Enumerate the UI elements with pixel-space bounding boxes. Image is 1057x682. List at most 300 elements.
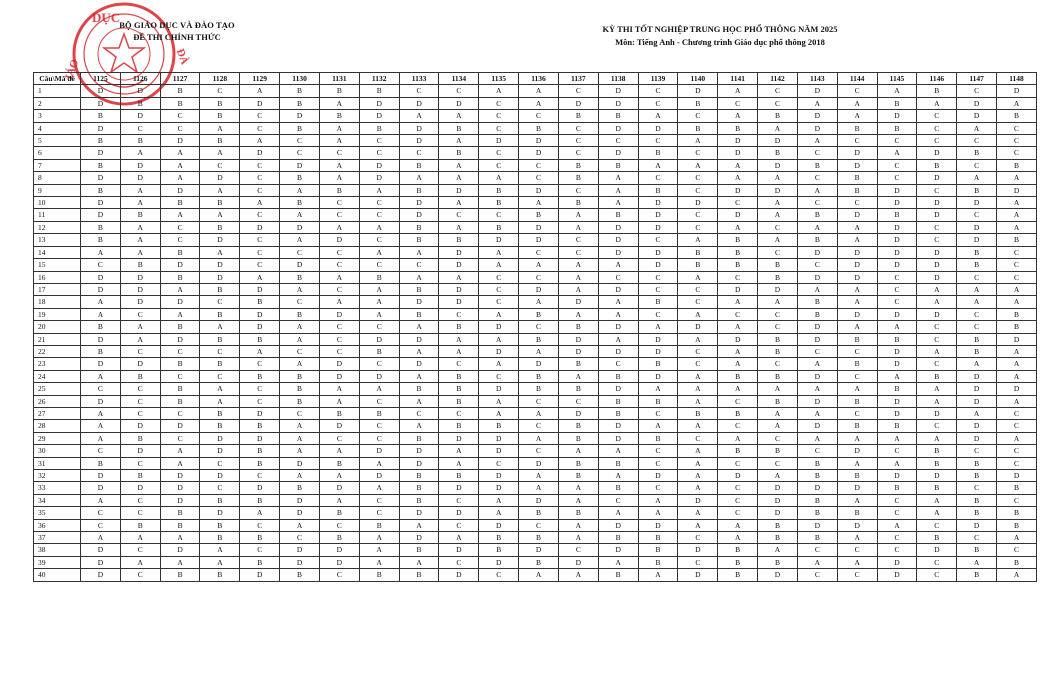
answer-cell: B	[877, 122, 917, 134]
answer-cell: A	[758, 407, 798, 419]
answer-cell: B	[837, 507, 877, 519]
question-number: 28	[34, 420, 81, 432]
answer-cell: C	[917, 184, 957, 196]
answer-cell: B	[997, 507, 1037, 519]
answer-cell: D	[598, 147, 638, 159]
answer-cell: C	[359, 259, 399, 271]
answer-cell: A	[678, 482, 718, 494]
answer-cell: A	[81, 308, 121, 320]
answer-cell: A	[718, 159, 758, 171]
answer-cell: D	[200, 234, 240, 246]
answer-cell: D	[81, 556, 121, 568]
answer-cell: A	[678, 135, 718, 147]
answer-cell: C	[399, 407, 439, 419]
table-row	[34, 308, 1037, 320]
answer-cell: B	[758, 271, 798, 283]
answer-cell: B	[718, 234, 758, 246]
answer-cell: A	[797, 221, 837, 233]
answer-cell: C	[479, 271, 519, 283]
answer-cell: C	[957, 135, 997, 147]
answer-cell: A	[558, 532, 598, 544]
answer-cell: A	[399, 321, 439, 333]
answer-cell: D	[718, 184, 758, 196]
answer-cell: D	[240, 97, 280, 109]
answer-cell: D	[797, 519, 837, 531]
answer-cell: C	[399, 259, 439, 271]
question-number: 1	[34, 85, 81, 97]
answer-cell: D	[81, 197, 121, 209]
answer-cell: A	[598, 172, 638, 184]
answer-cell: D	[439, 184, 479, 196]
answer-cell: B	[280, 308, 320, 320]
answer-cell: B	[638, 556, 678, 568]
answer-cell: A	[837, 234, 877, 246]
answer-cell: A	[359, 221, 399, 233]
answer-cell: D	[240, 407, 280, 419]
table-row	[34, 494, 1037, 506]
answer-cell: A	[837, 383, 877, 395]
answer-cell: A	[240, 135, 280, 147]
answer-cell: A	[439, 532, 479, 544]
answer-cell: D	[758, 159, 798, 171]
answer-cell: D	[678, 85, 718, 97]
answer-cell: D	[917, 308, 957, 320]
answer-cell: B	[957, 147, 997, 159]
answer-cell: B	[240, 370, 280, 382]
answer-cell: D	[439, 507, 479, 519]
answer-cell: D	[439, 432, 479, 444]
answer-cell: A	[399, 246, 439, 258]
exam-code-header: 1132	[359, 73, 399, 85]
answer-cell: B	[280, 569, 320, 581]
answer-cell: D	[917, 544, 957, 556]
answer-cell: A	[957, 172, 997, 184]
answer-cell: D	[519, 544, 559, 556]
exam-code-header: 1144	[837, 73, 877, 85]
answer-cell: D	[81, 209, 121, 221]
answer-cell: A	[280, 283, 320, 295]
answer-cell: D	[120, 358, 160, 370]
answer-cell: C	[837, 345, 877, 357]
answer-cell: C	[479, 296, 519, 308]
answer-cell: D	[359, 445, 399, 457]
answer-cell: B	[877, 383, 917, 395]
answer-cell: D	[758, 184, 798, 196]
answer-cell: D	[399, 532, 439, 544]
answer-cell: C	[439, 494, 479, 506]
answer-cell: A	[439, 159, 479, 171]
answer-cell: A	[837, 532, 877, 544]
answer-cell: A	[837, 296, 877, 308]
answer-cell: D	[917, 259, 957, 271]
answer-cell: D	[598, 85, 638, 97]
question-number: 13	[34, 234, 81, 246]
answer-cell: B	[678, 246, 718, 258]
answer-cell: B	[718, 259, 758, 271]
answer-cell: D	[598, 383, 638, 395]
answer-cell: B	[758, 395, 798, 407]
answer-cell: C	[997, 445, 1037, 457]
answer-cell: D	[598, 246, 638, 258]
answer-cell: B	[280, 197, 320, 209]
answer-cell: C	[240, 209, 280, 221]
answer-cell: A	[558, 283, 598, 295]
answer-cell: D	[638, 259, 678, 271]
answer-cell: B	[997, 110, 1037, 122]
answer-cell: A	[718, 172, 758, 184]
answer-cell: C	[558, 184, 598, 196]
answer-cell: A	[957, 407, 997, 419]
answer-cell: B	[399, 569, 439, 581]
answer-cell: D	[479, 321, 519, 333]
answer-cell: A	[439, 172, 479, 184]
answer-cell: B	[200, 569, 240, 581]
answer-cell: D	[917, 246, 957, 258]
answer-cell: C	[120, 308, 160, 320]
answer-cell: A	[439, 445, 479, 457]
answer-cell: C	[718, 308, 758, 320]
answer-cell: D	[160, 494, 200, 506]
answer-cell: A	[120, 246, 160, 258]
answer-cell: D	[758, 283, 798, 295]
answer-cell: D	[638, 519, 678, 531]
answer-cell: B	[957, 333, 997, 345]
question-number: 23	[34, 358, 81, 370]
answer-cell: D	[558, 407, 598, 419]
answer-cell: D	[877, 197, 917, 209]
answer-cell: D	[439, 569, 479, 581]
answer-cell: A	[837, 494, 877, 506]
answer-cell: D	[678, 569, 718, 581]
answer-cell: C	[718, 420, 758, 432]
answer-cell: B	[598, 370, 638, 382]
exam-subject: Môn: Tiếng Anh - Chương trình Giáo dục phổ thông 2018	[615, 37, 825, 47]
answer-cell: B	[319, 507, 359, 519]
table-row	[34, 345, 1037, 357]
answer-cell: B	[598, 482, 638, 494]
table-row	[34, 556, 1037, 568]
answer-cell: C	[519, 246, 559, 258]
answer-cell: B	[399, 494, 439, 506]
answer-cell: D	[837, 209, 877, 221]
answer-cell: D	[877, 345, 917, 357]
answer-cell: C	[359, 234, 399, 246]
exam-code-header: 1143	[797, 73, 837, 85]
answer-cell: B	[877, 482, 917, 494]
answer-cell: B	[200, 308, 240, 320]
answer-cell: C	[359, 395, 399, 407]
issuer-header	[112, 20, 242, 42]
answer-cell: B	[439, 420, 479, 432]
answer-cell: A	[877, 457, 917, 469]
answer-cell: B	[519, 308, 559, 320]
answer-cell: D	[519, 494, 559, 506]
answer-cell: A	[997, 221, 1037, 233]
answer-cell: B	[758, 110, 798, 122]
answer-cell: A	[240, 507, 280, 519]
answer-cell: A	[519, 197, 559, 209]
answer-cell: B	[797, 234, 837, 246]
answer-cell: C	[837, 135, 877, 147]
answer-cell: B	[997, 556, 1037, 568]
answer-cell: D	[399, 122, 439, 134]
answer-cell: A	[558, 209, 598, 221]
answer-cell: A	[837, 321, 877, 333]
answer-cell: D	[917, 407, 957, 419]
answer-cell: A	[319, 221, 359, 233]
answer-cell: B	[997, 234, 1037, 246]
answer-cell: A	[797, 358, 837, 370]
answer-cell: B	[957, 246, 997, 258]
answer-cell: A	[319, 445, 359, 457]
answer-cell: C	[957, 445, 997, 457]
answer-cell: B	[758, 519, 798, 531]
answer-cell: C	[439, 407, 479, 419]
answer-cell: D	[319, 308, 359, 320]
answer-cell: A	[678, 445, 718, 457]
answer-cell: D	[718, 283, 758, 295]
answer-cell: B	[319, 85, 359, 97]
answer-cell: A	[319, 172, 359, 184]
table-row	[34, 221, 1037, 233]
answer-cell: D	[877, 395, 917, 407]
answer-cell: D	[439, 296, 479, 308]
answer-cell: D	[997, 184, 1037, 196]
answer-cell: D	[200, 259, 240, 271]
answer-cell: A	[160, 159, 200, 171]
answer-cell: D	[519, 135, 559, 147]
answer-cell: D	[120, 159, 160, 171]
answer-cell: D	[718, 470, 758, 482]
answer-cell: A	[359, 556, 399, 568]
table-row	[34, 172, 1037, 184]
answer-cell: D	[120, 482, 160, 494]
answer-cell: B	[917, 457, 957, 469]
answer-cell: D	[957, 197, 997, 209]
question-number: 8	[34, 172, 81, 184]
answer-cell: C	[439, 209, 479, 221]
answer-cell: A	[638, 494, 678, 506]
answer-cell: A	[359, 383, 399, 395]
answer-cell: A	[957, 358, 997, 370]
answer-cell: D	[81, 395, 121, 407]
answer-cell: D	[160, 259, 200, 271]
answer-cell: B	[81, 135, 121, 147]
answer-cell: B	[120, 432, 160, 444]
answer-cell: A	[359, 532, 399, 544]
exam-code-header: 1131	[319, 73, 359, 85]
answer-cell: D	[479, 556, 519, 568]
answer-cell: D	[120, 420, 160, 432]
answer-cell: C	[479, 159, 519, 171]
answer-cell: D	[240, 482, 280, 494]
answer-cell: A	[319, 296, 359, 308]
answer-cell: A	[797, 407, 837, 419]
answer-cell: A	[598, 333, 638, 345]
answer-cell: A	[678, 457, 718, 469]
answer-cell: D	[280, 544, 320, 556]
answer-cell: C	[558, 135, 598, 147]
answer-cell: D	[81, 470, 121, 482]
answer-cell: A	[399, 420, 439, 432]
answer-cell: A	[399, 345, 439, 357]
question-number: 9	[34, 184, 81, 196]
answer-cell: D	[280, 221, 320, 233]
answer-cell: C	[598, 135, 638, 147]
answer-cell: A	[200, 122, 240, 134]
answer-cell: C	[957, 532, 997, 544]
answer-cell: D	[319, 556, 359, 568]
answer-cell: C	[479, 122, 519, 134]
answer-cell: B	[797, 296, 837, 308]
answer-cell: D	[718, 135, 758, 147]
answer-cell: B	[160, 507, 200, 519]
answer-cell: A	[678, 519, 718, 531]
table-row	[34, 507, 1037, 519]
table-row	[34, 470, 1037, 482]
answer-cell: B	[200, 283, 240, 295]
answer-cell: B	[160, 519, 200, 531]
answer-cell: C	[917, 321, 957, 333]
answer-cell: C	[678, 221, 718, 233]
answer-cell: C	[240, 159, 280, 171]
answer-cell: C	[519, 110, 559, 122]
answer-cell: B	[837, 358, 877, 370]
answer-cell: A	[638, 507, 678, 519]
answer-cell: A	[917, 395, 957, 407]
answer-cell: A	[678, 271, 718, 283]
answer-cell: A	[319, 271, 359, 283]
answer-cell: C	[877, 159, 917, 171]
answer-cell: D	[240, 283, 280, 295]
answer-cell: A	[439, 345, 479, 357]
answer-cell: C	[200, 85, 240, 97]
answer-cell: B	[160, 271, 200, 283]
answer-cell: B	[399, 544, 439, 556]
answer-cell: B	[997, 321, 1037, 333]
answer-cell: A	[558, 482, 598, 494]
answer-cell: A	[439, 271, 479, 283]
answer-cell: C	[997, 494, 1037, 506]
answer-cell: A	[917, 432, 957, 444]
answer-cell: D	[160, 135, 200, 147]
answer-cell: B	[399, 432, 439, 444]
answer-cell: B	[758, 345, 798, 357]
answer-cell: D	[81, 122, 121, 134]
answer-cell: C	[758, 97, 798, 109]
answer-cell: C	[439, 85, 479, 97]
answer-cell: C	[917, 519, 957, 531]
table-row	[34, 420, 1037, 432]
question-number: 36	[34, 519, 81, 531]
answer-cell: C	[877, 532, 917, 544]
answer-cell: D	[240, 308, 280, 320]
answer-cell: C	[718, 482, 758, 494]
answer-cell: B	[479, 420, 519, 432]
exam-code-header: 1127	[160, 73, 200, 85]
answer-cell: B	[758, 259, 798, 271]
answer-cell: D	[957, 519, 997, 531]
exam-header	[560, 24, 880, 47]
answer-cell: A	[718, 296, 758, 308]
table-row	[34, 246, 1037, 258]
answer-cell: B	[200, 197, 240, 209]
answer-cell: A	[957, 556, 997, 568]
answer-cell: C	[240, 383, 280, 395]
answer-cell: B	[598, 569, 638, 581]
answer-cell: C	[797, 147, 837, 159]
answer-cell: A	[598, 445, 638, 457]
exam-code-header: 1146	[917, 73, 957, 85]
answer-cell: C	[957, 321, 997, 333]
answer-cell: D	[837, 259, 877, 271]
answer-cell: D	[797, 333, 837, 345]
answer-cell: B	[359, 407, 399, 419]
answer-cell: A	[718, 110, 758, 122]
answer-cell: C	[997, 135, 1037, 147]
answer-cell: C	[200, 482, 240, 494]
answer-cell: B	[81, 221, 121, 233]
answer-cell: C	[758, 308, 798, 320]
answer-cell: B	[519, 370, 559, 382]
answer-cell: A	[319, 97, 359, 109]
answer-cell: B	[399, 159, 439, 171]
answer-cell: D	[81, 172, 121, 184]
answer-cell: D	[598, 420, 638, 432]
answer-cell: D	[718, 333, 758, 345]
answer-cell: A	[280, 445, 320, 457]
answer-cell: A	[877, 147, 917, 159]
answer-cell: D	[997, 333, 1037, 345]
exam-code-header: 1141	[718, 73, 758, 85]
answer-cell: A	[877, 321, 917, 333]
question-number: 14	[34, 246, 81, 258]
answer-cell: C	[678, 358, 718, 370]
table-row	[34, 234, 1037, 246]
answer-cell: A	[280, 321, 320, 333]
answer-cell: A	[837, 283, 877, 295]
answer-cell: D	[359, 172, 399, 184]
answer-cell: C	[678, 172, 718, 184]
question-number: 18	[34, 296, 81, 308]
answer-cell: C	[758, 321, 798, 333]
answer-cell: D	[359, 159, 399, 171]
answer-cell: A	[280, 420, 320, 432]
answer-cell: D	[638, 370, 678, 382]
answer-cell: B	[200, 407, 240, 419]
answer-cell: A	[81, 246, 121, 258]
answer-cell: C	[120, 345, 160, 357]
answer-cell: C	[519, 271, 559, 283]
question-number: 16	[34, 271, 81, 283]
answer-cell: A	[957, 283, 997, 295]
answer-cell: B	[917, 85, 957, 97]
answer-cell: C	[280, 532, 320, 544]
answer-cell: B	[120, 370, 160, 382]
answer-cell: A	[519, 569, 559, 581]
answer-cell: C	[917, 110, 957, 122]
answer-cell: C	[359, 507, 399, 519]
answer-cell: B	[678, 259, 718, 271]
answer-cell: C	[877, 271, 917, 283]
answer-cell: D	[837, 445, 877, 457]
answer-cell: A	[200, 544, 240, 556]
answer-cell: C	[120, 544, 160, 556]
answer-cell: C	[638, 445, 678, 457]
answer-cell: D	[877, 110, 917, 122]
answer-cell: C	[877, 296, 917, 308]
answer-cell: D	[359, 470, 399, 482]
